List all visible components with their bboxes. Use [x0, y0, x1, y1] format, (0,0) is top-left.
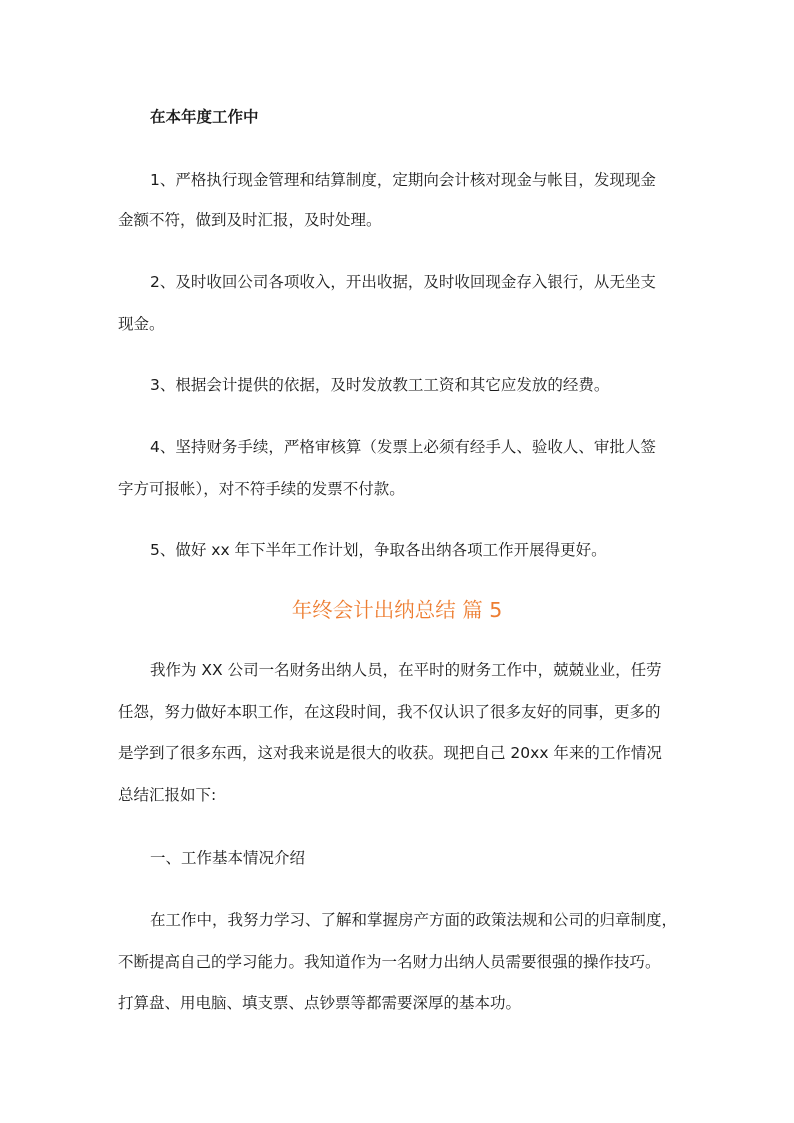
item-2-line-1: 2、及时收回公司各项收入，开出收据，及时收回现金存入银行，从无坐支	[150, 273, 656, 291]
para2-line-1: 在工作中，我努力学习、了解和掌握房产方面的政策法规和公司的归章制度，	[150, 911, 678, 929]
section-intro-heading: 在本年度工作中	[150, 108, 259, 126]
item-4-line-1: 4、坚持财务手续，严格审核算（发票上必须有经手人、验收人、审批人签	[150, 438, 656, 456]
para1-line-2: 任怨，努力做好本职工作，在这段时间，我不仅认识了很多友好的同事，更多的	[118, 703, 661, 721]
para1-line-3: 是学到了很多东西，这对我来说是很大的收获。现把自己 20xx 年来的工作情况	[118, 744, 662, 762]
item-1-line-2: 金额不符，做到及时汇报，及时处理。	[118, 211, 382, 229]
para1-line-4: 总结汇报如下:	[118, 786, 217, 804]
subheading: 一、工作基本情况介绍	[150, 849, 306, 867]
item-2-line-2: 现金。	[118, 315, 165, 333]
item-4-line-2: 字方可报帐），对不符手续的发票不付款。	[118, 480, 405, 498]
para1-line-1: 我作为 XX 公司一名财务出纳人员，在平时的财务工作中，兢兢业业，任劳	[150, 661, 662, 679]
item-5-line-1: 5、做好 xx 年下半年工作计划，争取各出纳各项工作开展得更好。	[150, 541, 607, 559]
item-1-line-1: 1、严格执行现金管理和结算制度，定期向会计核对现金与帐目，发现现金	[150, 171, 656, 189]
section-heading: 年终会计出纳总结 篇 5	[291, 598, 503, 622]
para2-line-2: 不断提高自己的学习能力。我知道作为一名财力出纳人员需要很强的操作技巧。	[118, 953, 661, 971]
para2-line-3: 打算盘、用电脑、填支票、点钞票等都需要深厚的基本功。	[118, 994, 522, 1012]
item-3-line-1: 3、根据会计提供的依据，及时发放教工工资和其它应发放的经费。	[150, 376, 610, 394]
